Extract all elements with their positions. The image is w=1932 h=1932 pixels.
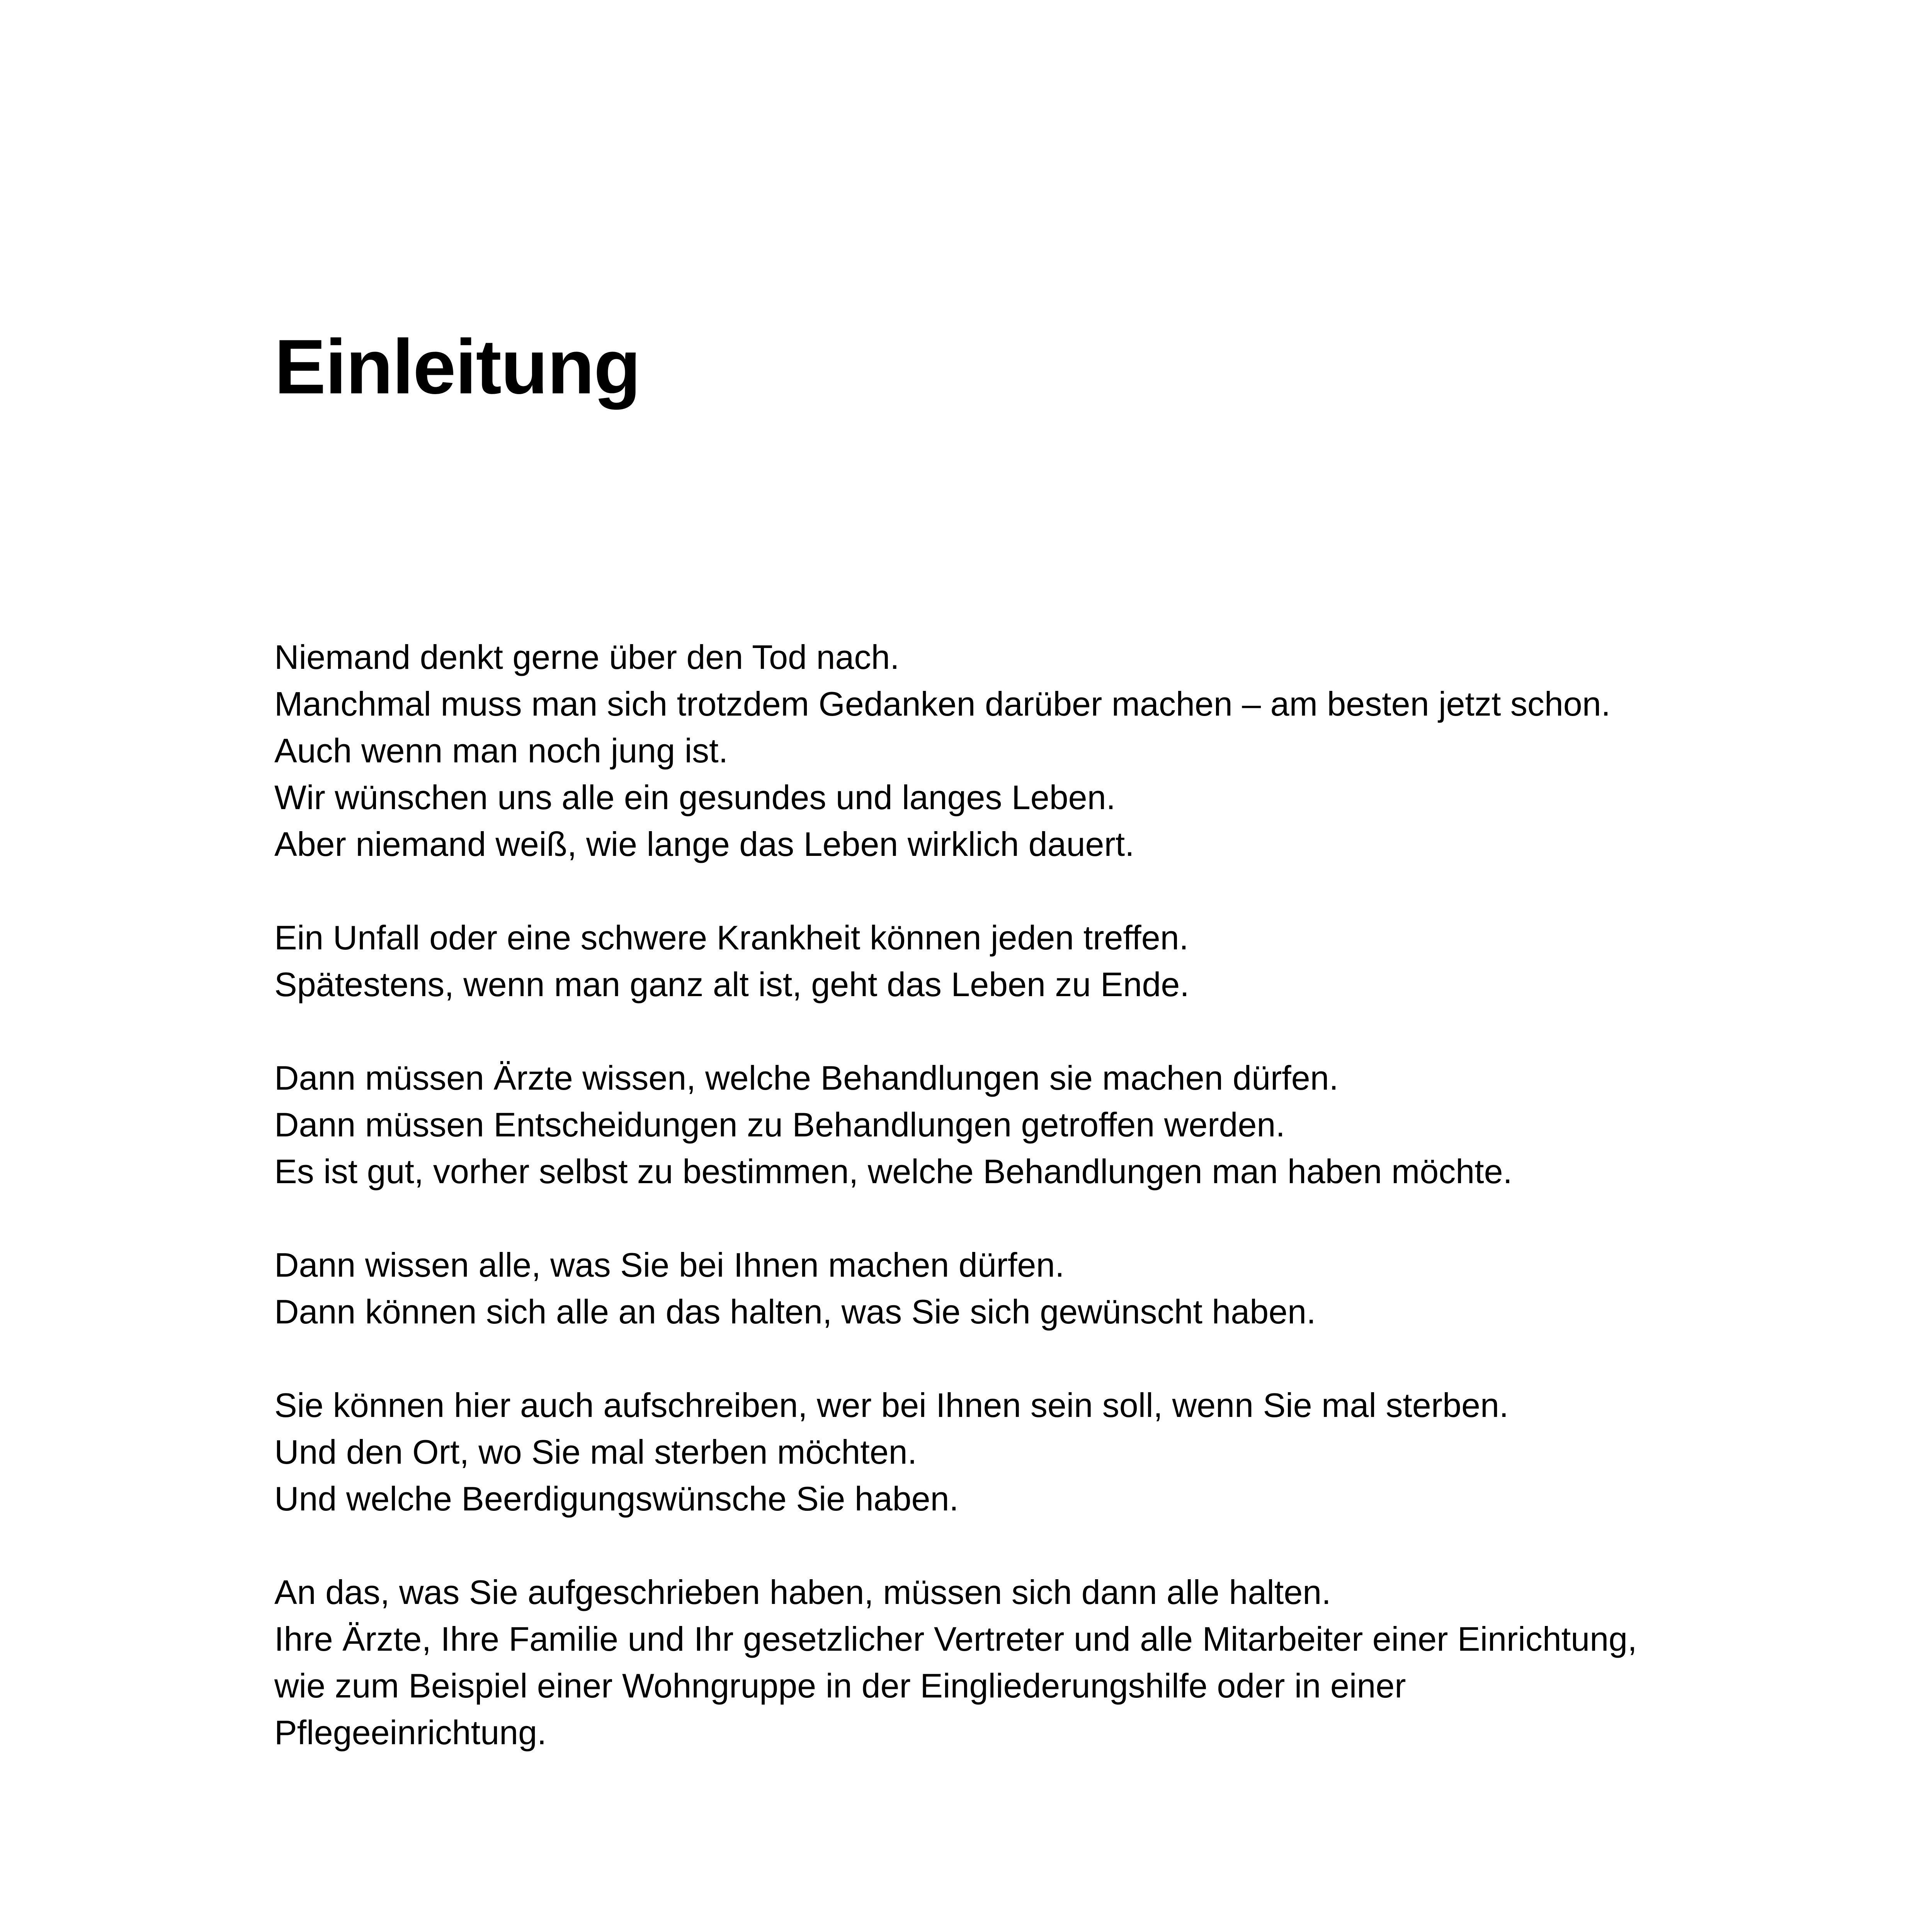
text-line: Pflegeeinrichtung. (274, 1713, 547, 1752)
text-line: Dann wissen alle, was Sie bei Ihnen machen dürfen. (274, 1246, 1065, 1284)
body-text (274, 634, 1820, 1803)
page-title: Einleitung (274, 324, 640, 410)
text-line: Dann müssen Ärzte wissen, welche Behandlungen sie machen dürfen. (274, 1059, 1339, 1097)
text-line: Dann müssen Entscheidungen zu Behandlungen getroffen werden. (274, 1105, 1285, 1144)
paragraph (274, 1054, 1820, 1195)
paragraph (274, 1569, 1820, 1756)
paragraph (274, 1242, 1820, 1335)
text-line: Sie können hier auch aufschreiben, wer bei Ihnen sein soll, wenn Sie mal sterben. (274, 1386, 1509, 1424)
paragraph (274, 914, 1820, 1008)
paragraph (274, 1382, 1820, 1522)
text-line: Aber niemand weiß, wie lange das Leben wirklich dauert. (274, 825, 1134, 863)
text-line: Wir wünschen uns alle ein gesundes und langes Leben. (274, 778, 1116, 816)
text-line: An das, was Sie aufgeschrieben haben, müssen sich dann alle halten. (274, 1573, 1331, 1611)
text-line: Und welche Beerdigungswünsche Sie haben. (274, 1480, 959, 1518)
text-line: Ihre Ärzte, Ihre Familie und Ihr gesetzlicher Vertreter und alle Mitarbeiter einer Einrichtung, (274, 1620, 1637, 1658)
text-line: Niemand denkt gerne über den Tod nach. (274, 638, 900, 676)
text-line: Auch wenn man noch jung ist. (274, 731, 728, 770)
paragraph (274, 634, 1820, 867)
text-line: Manchmal muss man sich trotzdem Gedanken darüber machen – am besten jetzt schon. (274, 685, 1611, 723)
text-line: Es ist gut, vorher selbst zu bestimmen, welche Behandlungen man haben möchte. (274, 1152, 1513, 1190)
text-line: wie zum Beispiel einer Wohngruppe in der Eingliederungshilfe oder in einer (274, 1667, 1406, 1705)
text-line: Dann können sich alle an das halten, was Sie sich gewünscht haben. (274, 1293, 1316, 1331)
text-line: Ein Unfall oder eine schwere Krankheit können jeden treffen. (274, 918, 1189, 957)
text-line: Spätestens, wenn man ganz alt ist, geht das Leben zu Ende. (274, 965, 1189, 1003)
text-line: Und den Ort, wo Sie mal sterben möchten. (274, 1433, 917, 1471)
